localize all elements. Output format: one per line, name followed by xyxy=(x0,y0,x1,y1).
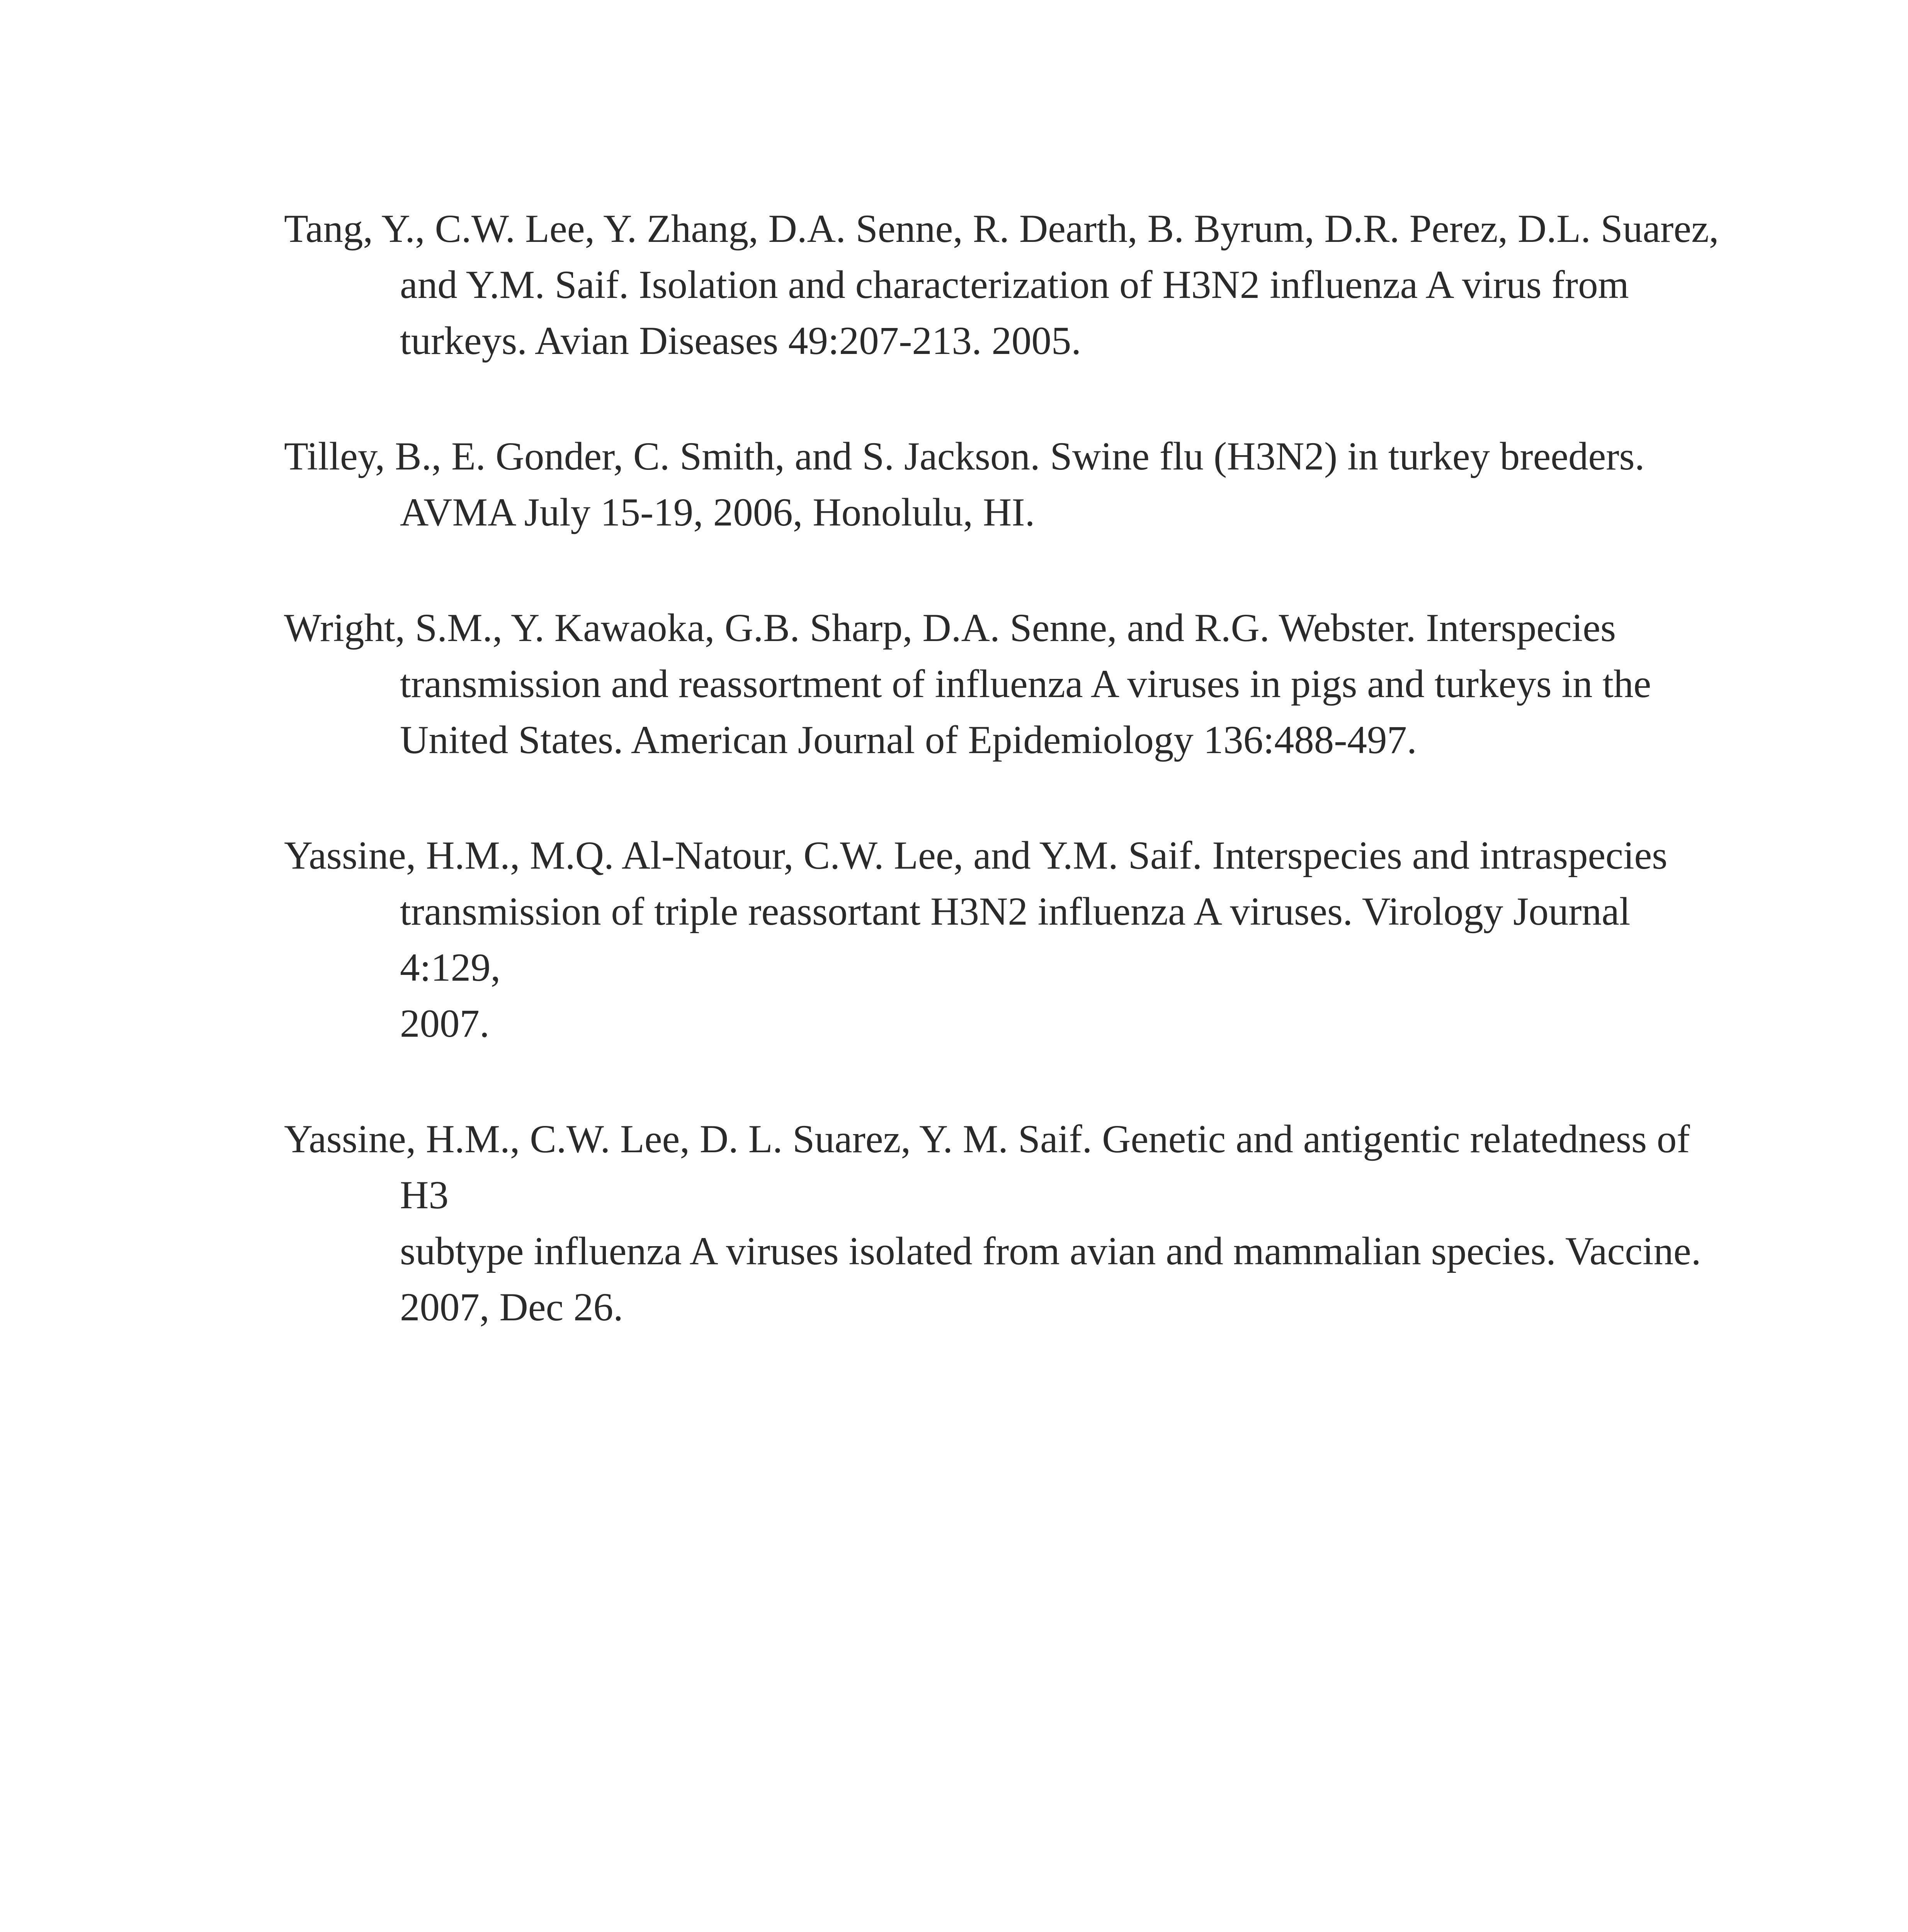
reference-line: transmission and reassortment of influenza A viruses in pigs and turkeys in the xyxy=(400,662,1651,706)
reference-entry xyxy=(284,1111,1729,1335)
reference-line: subtype influenza A viruses isolated from avian and mammalian species. Vaccine. xyxy=(400,1229,1701,1273)
reference-line: 2007, Dec 26. xyxy=(400,1285,623,1329)
reference-entry xyxy=(284,429,1729,541)
reference-line: Tilley, B., E. Gonder, C. Smith, and S. Jackson. Swine flu (H3N2) in turkey breeders. xyxy=(284,434,1645,478)
reference-line: Wright, S.M., Y. Kawaoka, G.B. Sharp, D.A. Senne, and R.G. Webster. Interspecies xyxy=(284,606,1616,650)
reference-line: United States. American Journal of Epidemiology 136:488-497. xyxy=(400,718,1417,762)
reference-line: turkeys. Avian Diseases 49:207-213. 2005. xyxy=(400,319,1082,363)
reference-entry xyxy=(284,600,1729,768)
reference-line: AVMA July 15-19, 2006, Honolulu, HI. xyxy=(400,490,1035,534)
reference-list xyxy=(284,201,1729,1395)
reference-line: 2007. xyxy=(400,1002,490,1046)
reference-entry xyxy=(284,828,1729,1052)
reference-entry xyxy=(284,201,1729,369)
reference-line: Yassine, H.M., M.Q. Al-Natour, C.W. Lee, and Y.M. Saif. Interspecies and intraspecies xyxy=(284,833,1668,878)
reference-line: and Y.M. Saif. Isolation and characterization of H3N2 influenza A virus from xyxy=(400,263,1629,307)
reference-line: transmission of triple reassortant H3N2 influenza A viruses. Virology Journal 4:129, xyxy=(400,889,1631,990)
reference-line: Yassine, H.M., C.W. Lee, D. L. Suarez, Y. M. Saif. Genetic and antigentic relatedness of H3 xyxy=(284,1117,1690,1217)
reference-line: Tang, Y., C.W. Lee, Y. Zhang, D.A. Senne, R. Dearth, B. Byrum, D.R. Perez, D.L. Suarez, xyxy=(284,207,1719,251)
